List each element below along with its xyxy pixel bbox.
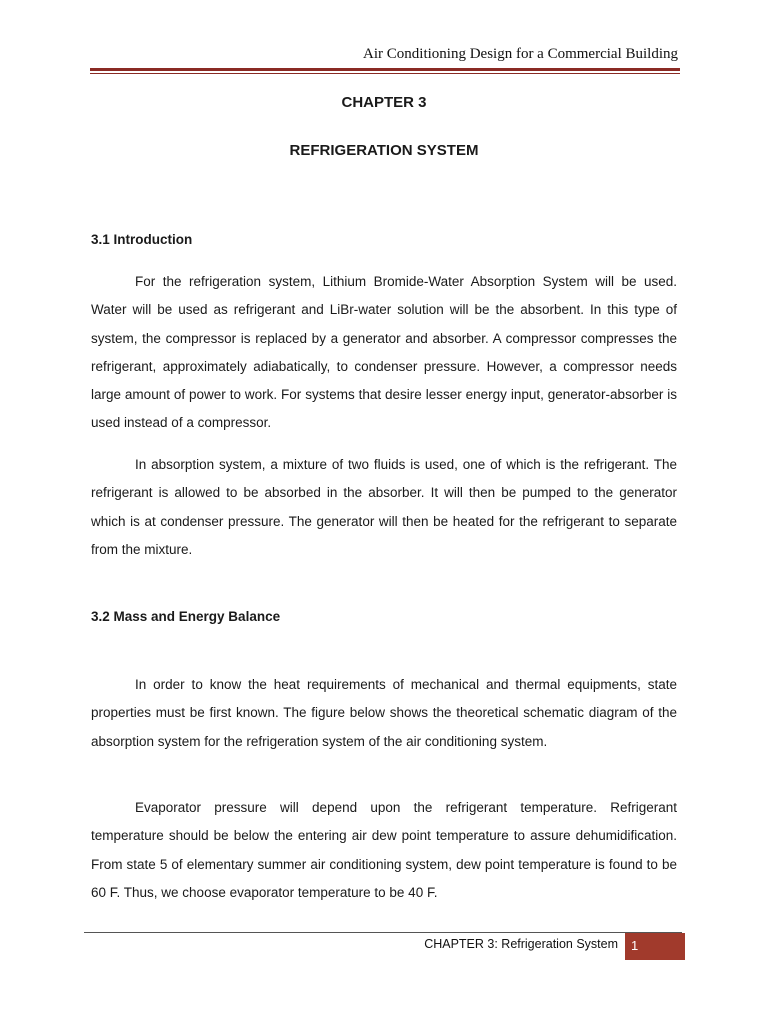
section-heading-mass-energy: 3.2 Mass and Energy Balance xyxy=(91,609,281,624)
section-heading-introduction: 3.1 Introduction xyxy=(91,232,193,247)
paragraph-intro-1: For the refrigeration system, Lithium Bromide-Water Absorption System will be used. Water will be used as refrigerant and LiBr-water solution will be the absorbent. In this type of system, the compressor is replaced by a generator and absorber. A compressor compresses the refrigerant, approximately adiabatically, to condenser pressure. However, a compressor needs large amount of power to work. For systems that desire lesser energy input, generator-absorber is used instead of a compressor. xyxy=(91,274,677,431)
header-rule-thick xyxy=(90,68,680,71)
chapter-title: REFRIGERATION SYSTEM xyxy=(289,142,479,159)
running-header: Air Conditioning Design for a Commercial Building xyxy=(363,46,678,62)
paragraph-mass-energy-1: In order to know the heat requirements of mechanical and thermal equipments, state properties must be first known. The figure below shows the theoretical schematic diagram of the absorption system for the refrigeration system of the air conditioning system. xyxy=(91,677,677,749)
chapter-number: CHAPTER 3 xyxy=(341,94,427,111)
header-rule-thin xyxy=(90,73,680,74)
page-number: 1 xyxy=(631,938,639,953)
footer-chapter-label: CHAPTER 3: Refrigeration System xyxy=(424,937,618,951)
paragraph-mass-energy-2: Evaporator pressure will depend upon the refrigerant temperature. Refrigerant temperature should be below the entering air dew point temperature to assure dehumidification. From state 5 of elementary summer air conditioning system, dew point temperature is found to be 60 F. Thus, we choose evaporator temperature to be 40 F. xyxy=(91,800,677,900)
footer-rule xyxy=(84,932,682,933)
paragraph-intro-2: In absorption system, a mixture of two fluids is used, one of which is the refrigerant. The refrigerant is allowed to be absorbed in the absorber. It will then be pumped to the generator which is at condenser pressure. The generator will then be heated for the refrigerant to separate from the mixture. xyxy=(91,457,677,557)
page-number-box xyxy=(625,933,685,960)
